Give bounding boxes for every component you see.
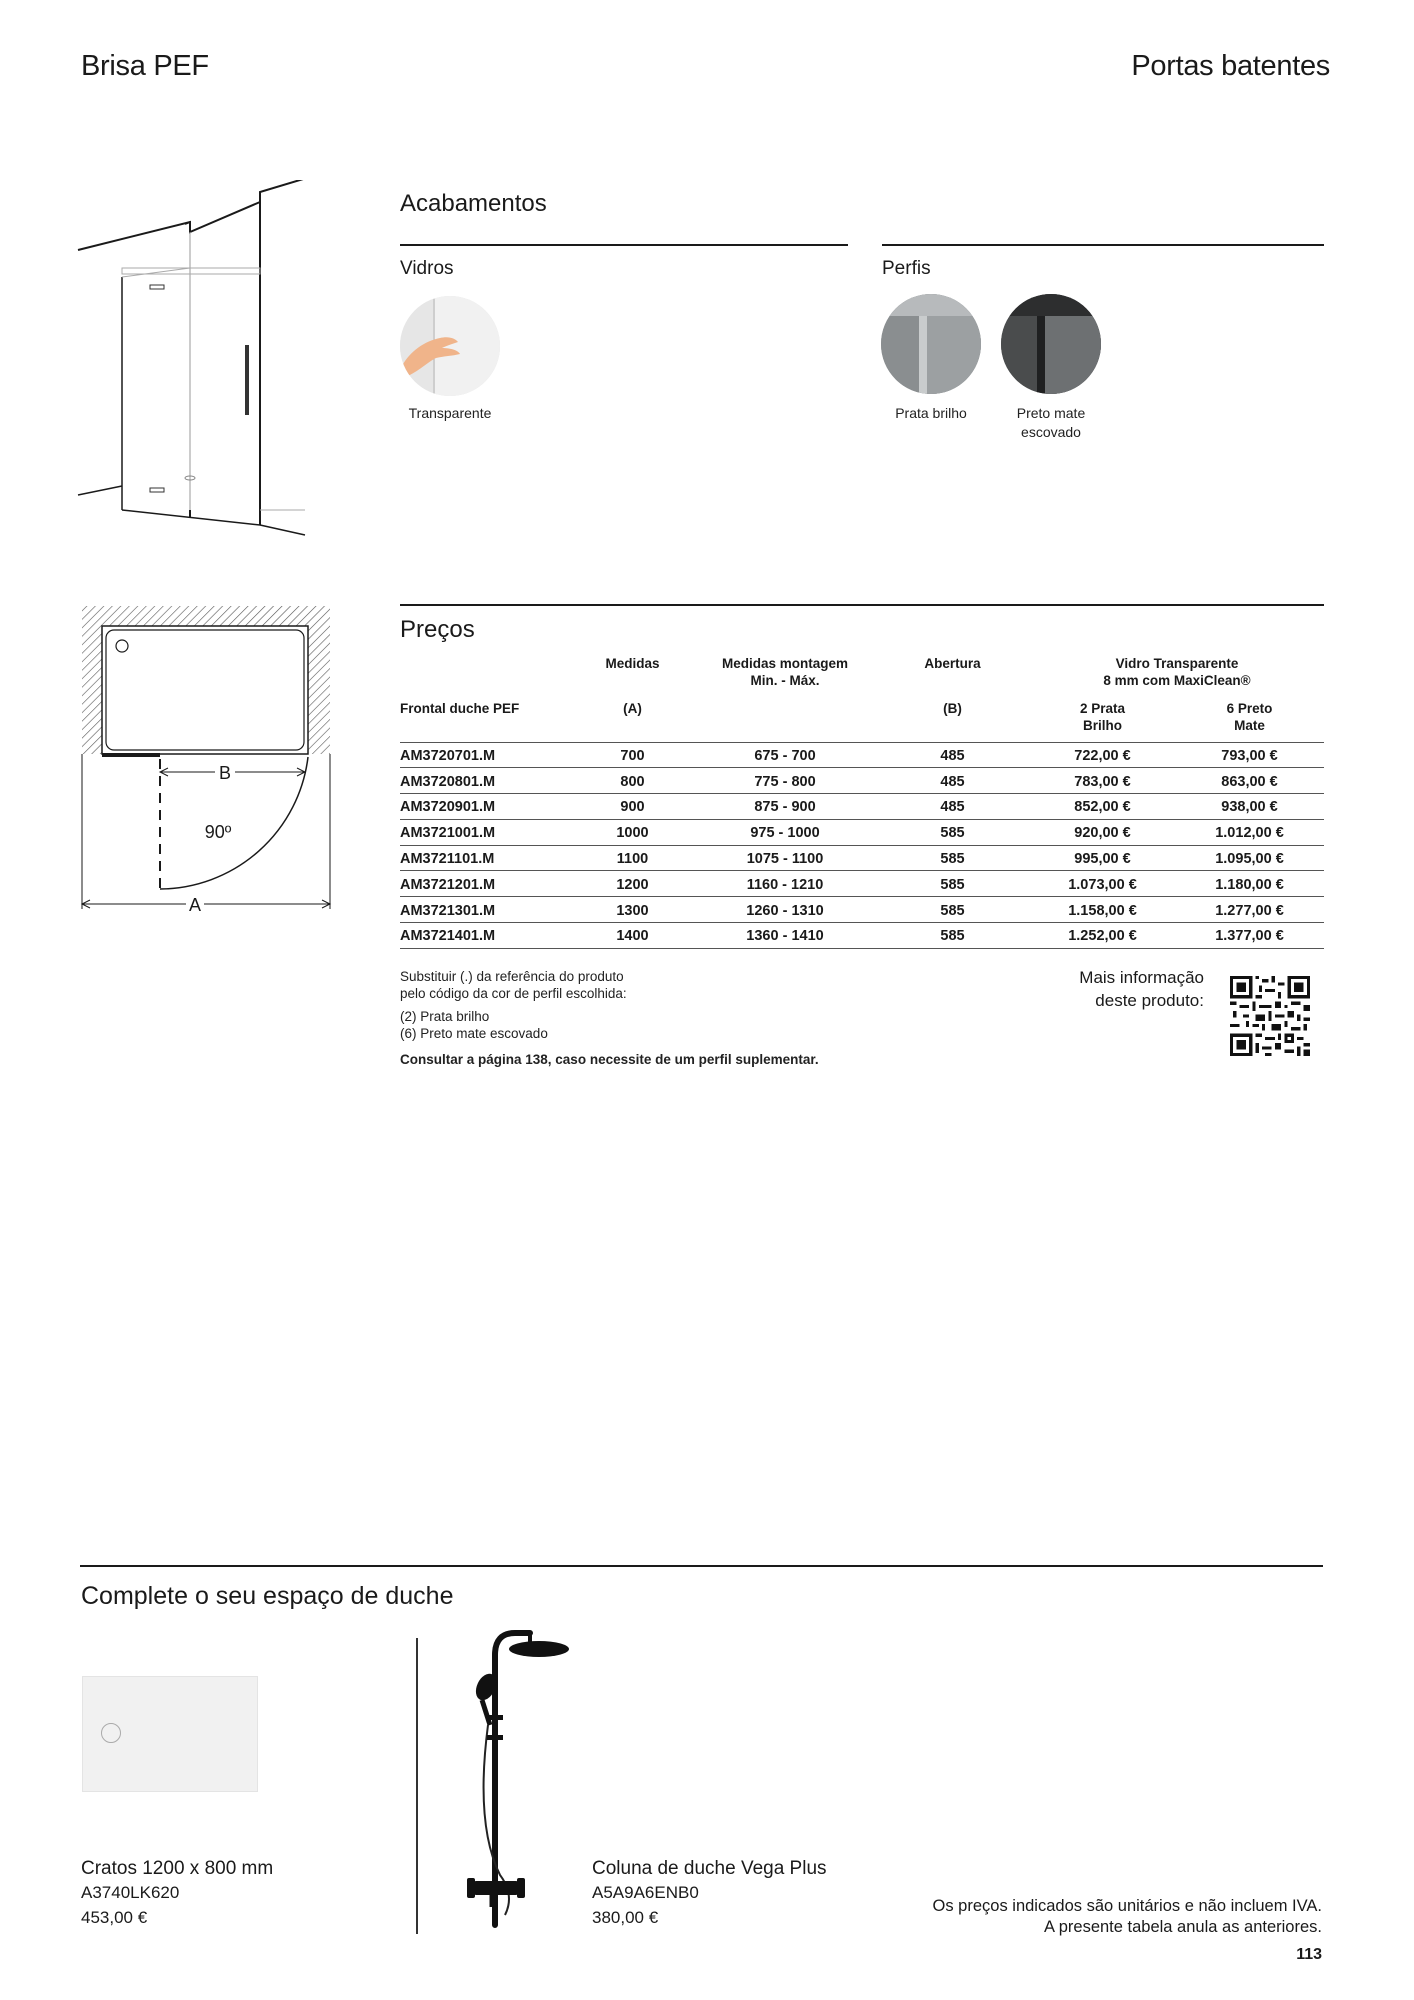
cell-ref: AM3721401.M xyxy=(400,923,600,949)
header-product: Frontal duche PEF xyxy=(400,701,520,716)
shower-tray-image xyxy=(82,1676,258,1792)
table-row xyxy=(400,819,1324,845)
cell-price-black: 1.277,00 € xyxy=(1175,897,1324,923)
price-table xyxy=(400,655,1324,949)
note-line2: pelo código da cor de perfil escolhida: xyxy=(400,986,627,1001)
note-line3: (2) Prata brilho xyxy=(400,1009,490,1024)
cell-price-black: 1.095,00 € xyxy=(1175,845,1324,871)
cell-width: 1300 xyxy=(600,897,665,923)
product-price: 453,00 € xyxy=(81,1908,148,1927)
cell-price-silver: 852,00 € xyxy=(1000,794,1175,820)
cell-price-black: 1.012,00 € xyxy=(1175,819,1324,845)
cell-range: 1075 - 1100 xyxy=(665,845,905,871)
more-info-line2: deste produto: xyxy=(1095,991,1204,1010)
cell-ref: AM3721301.M xyxy=(400,897,600,923)
cell-price-silver: 920,00 € xyxy=(1000,819,1175,845)
profile-black-label xyxy=(991,404,1111,442)
cell-range: 1360 - 1410 xyxy=(665,923,905,949)
header-mount xyxy=(665,655,905,700)
cell-price-silver: 995,00 € xyxy=(1000,845,1175,871)
complete-title: Complete o seu espaço de duche xyxy=(81,1582,454,1610)
cell-opening: 585 xyxy=(905,845,1000,871)
cell-price-silver: 1.252,00 € xyxy=(1000,923,1175,949)
table-row xyxy=(400,742,1324,768)
shower-column-image xyxy=(455,1625,585,1935)
product-shower-column[interactable] xyxy=(592,1858,827,1928)
cell-width: 1200 xyxy=(600,871,665,897)
cell-price-black: 793,00 € xyxy=(1175,742,1324,768)
plan-view-diagram xyxy=(80,604,334,926)
page-number: 113 xyxy=(1296,1946,1322,1963)
table-row xyxy=(400,768,1324,794)
header-opening: Abertura xyxy=(924,656,981,671)
glass-transparent-swatch xyxy=(400,296,500,396)
cell-price-silver: 1.073,00 € xyxy=(1000,871,1175,897)
cell-range: 875 - 900 xyxy=(665,794,905,820)
cell-range: 775 - 800 xyxy=(665,768,905,794)
cell-range: 1160 - 1210 xyxy=(665,871,905,897)
cell-width: 1100 xyxy=(600,845,665,871)
cell-price-silver: 783,00 € xyxy=(1000,768,1175,794)
profiles-label: Perfis xyxy=(882,258,931,279)
header-col-silver-line2: Brilho xyxy=(1083,718,1122,733)
footnote-line1: Os preços indicados são unitários e não incluem IVA. xyxy=(932,1897,1322,1915)
header-mount-line2: Min. - Máx. xyxy=(750,673,820,688)
prices-title: Preços xyxy=(400,616,475,643)
cell-ref: AM3721201.M xyxy=(400,871,600,897)
shower-door-illustration xyxy=(70,180,340,560)
cell-range: 1260 - 1310 xyxy=(665,897,905,923)
note-line1: Substituir (.) da referência do produto xyxy=(400,969,624,984)
finishes-glass-rule xyxy=(400,244,848,246)
product-code: A5A9A6ENB0 xyxy=(592,1883,699,1902)
header-col-silver xyxy=(1000,700,1175,742)
finishes-profile-rule xyxy=(882,244,1324,246)
product-price: 380,00 € xyxy=(592,1908,659,1927)
header-col-black-line2: Mate xyxy=(1234,718,1265,733)
category-title: Portas batentes xyxy=(1131,50,1330,82)
prices-rule xyxy=(400,604,1324,606)
cell-price-black: 863,00 € xyxy=(1175,768,1324,794)
profile-black-label-line2: escovado xyxy=(1021,424,1081,440)
header-glass-line2: 8 mm com MaxiClean® xyxy=(1103,673,1251,688)
cell-ref: AM3721101.M xyxy=(400,845,600,871)
cell-range: 975 - 1000 xyxy=(665,819,905,845)
cell-opening: 585 xyxy=(905,923,1000,949)
table-row xyxy=(400,871,1324,897)
table-row xyxy=(400,845,1324,871)
cell-ref: AM3720901.M xyxy=(400,794,600,820)
angle-label: 90º xyxy=(204,822,232,842)
complete-rule xyxy=(80,1565,1323,1567)
note-line4: (6) Preto mate escovado xyxy=(400,1026,548,1041)
header-glass xyxy=(1000,655,1324,700)
header-a: (A) xyxy=(623,701,642,716)
header-glass-line1: Vidro Transparente xyxy=(1115,656,1239,671)
cell-price-silver: 722,00 € xyxy=(1000,742,1175,768)
section-title: Brisa PEF xyxy=(81,50,209,82)
cell-price-black: 1.377,00 € xyxy=(1175,923,1324,949)
footnote-line2: A presente tabela anula as anteriores. xyxy=(1044,1918,1322,1936)
cell-width: 900 xyxy=(600,794,665,820)
glass-label: Vidros xyxy=(400,258,454,279)
cell-opening: 585 xyxy=(905,897,1000,923)
cell-price-black: 938,00 € xyxy=(1175,794,1324,820)
cell-opening: 485 xyxy=(905,742,1000,768)
cell-width: 1400 xyxy=(600,923,665,949)
more-info-line1: Mais informação xyxy=(1079,968,1204,987)
cell-opening: 485 xyxy=(905,794,1000,820)
glass-transparent-label: Transparente xyxy=(408,405,492,421)
cell-opening: 485 xyxy=(905,768,1000,794)
products-divider xyxy=(416,1638,418,1934)
profile-black-label-line1: Preto mate xyxy=(1016,405,1086,421)
cell-price-black: 1.180,00 € xyxy=(1175,871,1324,897)
cell-ref: AM3720801.M xyxy=(400,768,600,794)
cell-opening: 585 xyxy=(905,819,1000,845)
header-mount-line1: Medidas montagem xyxy=(721,656,849,671)
cell-price-silver: 1.158,00 € xyxy=(1000,897,1175,923)
cell-ref: AM3720701.M xyxy=(400,742,600,768)
profile-silver-swatch xyxy=(881,294,981,394)
cell-range: 675 - 700 xyxy=(665,742,905,768)
cell-ref: AM3721001.M xyxy=(400,819,600,845)
product-name: Cratos 1200 x 800 mm xyxy=(81,1858,274,1879)
more-info xyxy=(1079,966,1204,1012)
dimension-a-label: A xyxy=(188,895,202,915)
finishes-title: Acabamentos xyxy=(400,190,547,217)
price-notes xyxy=(400,968,819,1068)
cell-width: 800 xyxy=(600,768,665,794)
product-code: A3740LK620 xyxy=(81,1883,180,1902)
cell-opening: 585 xyxy=(905,871,1000,897)
table-row xyxy=(400,923,1324,949)
header-col-black xyxy=(1175,700,1324,742)
header-b: (B) xyxy=(943,701,962,716)
cell-width: 700 xyxy=(600,742,665,768)
header-col-silver-line1: 2 Prata xyxy=(1079,701,1126,716)
product-tray[interactable] xyxy=(81,1858,273,1928)
header-measures: Medidas xyxy=(605,656,660,671)
price-footnote xyxy=(933,1896,1322,1938)
drain-icon xyxy=(101,1723,121,1743)
cell-width: 1000 xyxy=(600,819,665,845)
table-row xyxy=(400,897,1324,923)
profile-black-swatch xyxy=(1001,294,1101,394)
note-line5: Consultar a página 138, caso necessite de um perfil suplementar. xyxy=(400,1052,819,1067)
product-name: Coluna de duche Vega Plus xyxy=(592,1858,827,1879)
dimension-b-label: B xyxy=(218,763,232,783)
profile-silver-label: Prata brilho xyxy=(895,405,967,421)
table-row xyxy=(400,794,1324,820)
header-col-black-line1: 6 Preto xyxy=(1226,701,1273,716)
qr-code[interactable] xyxy=(1230,976,1310,1056)
